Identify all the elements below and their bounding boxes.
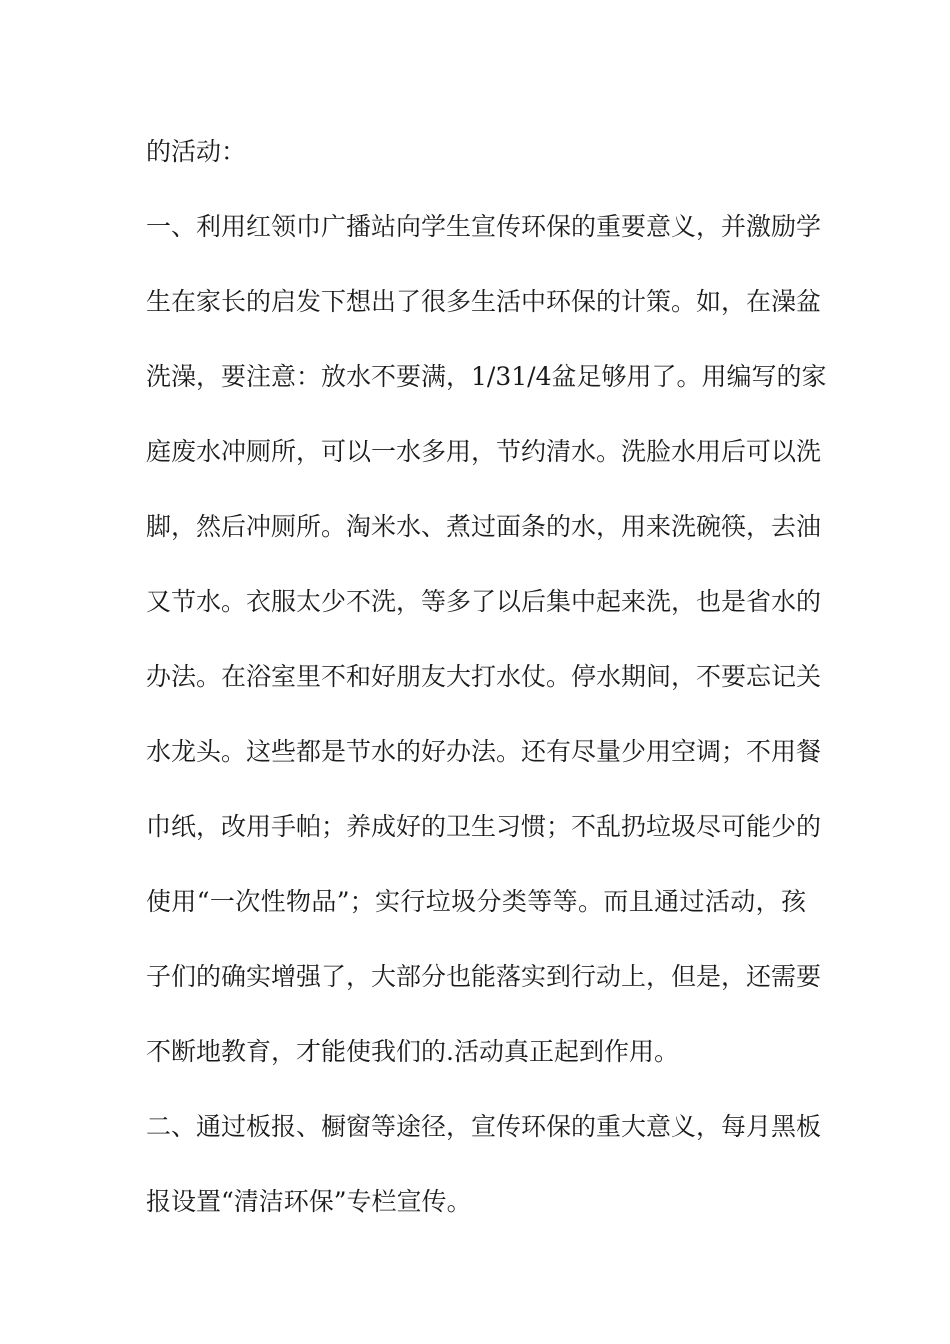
text-line-9: 水龙头。这些都是节水的好办法。还有尽量少用空调；不用餐 <box>146 737 822 766</box>
text-line-2: 一、利用红领巾广播站向学生宣传环保的重要意义，并激励学 <box>146 212 822 241</box>
text-line-3: 生在家长的启发下想出了很多生活中环保的计策。如，在澡盆 <box>146 287 822 316</box>
text-line-14: 二、通过板报、橱窗等途径，宣传环保的重大意义，每月黑板 <box>146 1112 822 1141</box>
text-line-1: 的活动： <box>146 137 247 166</box>
text-line-10: 巾纸，改用手帕；养成好的卫生习惯；不乱扔垃圾尽可能少的 <box>146 812 822 841</box>
text-line-13: 不断地教育，才能使我们的.活动真正起到作用。 <box>146 1037 679 1066</box>
text-line-11: 使用“一次性物品”；实行垃圾分类等等。而且通过活动，孩 <box>146 887 806 916</box>
text-line-5: 庭废水冲厕所，可以一水多用，节约清水。洗脸水用后可以洗 <box>146 437 822 466</box>
text-line-6: 脚，然后冲厕所。淘米水、煮过面条的水，用来洗碗筷，去油 <box>146 512 822 541</box>
text-line-4: 洗澡，要注意：放水不要满，1/31/4盆足够用了。用编写的家 <box>146 362 827 391</box>
text-line-15: 报设置“清洁环保”专栏宣传。 <box>146 1187 472 1216</box>
text-line-7: 又节水。衣服太少不洗，等多了以后集中起来洗，也是省水的 <box>146 587 822 616</box>
text-line-8: 办法。在浴室里不和好朋友大打水仗。停水期间，不要忘记关 <box>146 662 822 691</box>
text-line-12: 子们的确实增强了，大部分也能落实到行动上，但是，还需要 <box>146 962 822 991</box>
